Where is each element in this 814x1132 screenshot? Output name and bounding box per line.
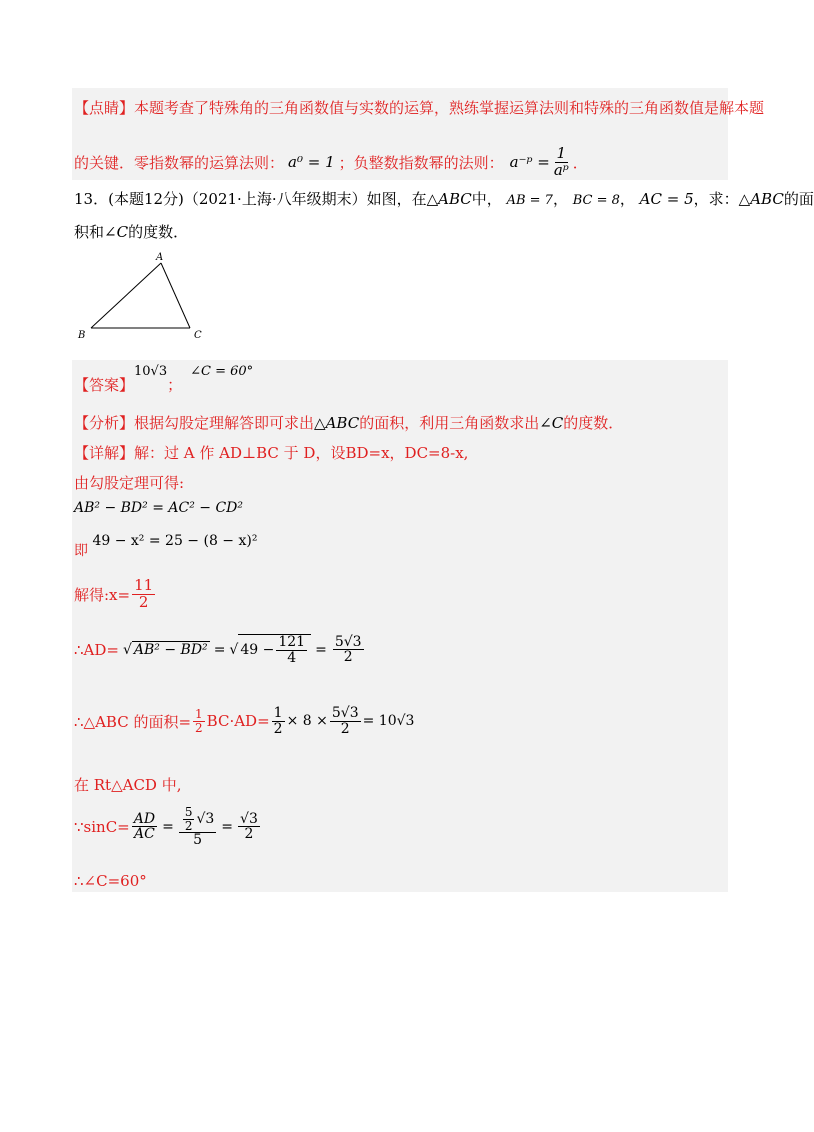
ad-result-den: 2 xyxy=(343,649,353,666)
detail-line xyxy=(74,442,468,463)
ad-sqrt2-fraction xyxy=(276,635,307,665)
answer-sep: ； xyxy=(167,376,183,394)
neg-power-den: aᵖ xyxy=(553,160,569,179)
sin-num-2 xyxy=(179,806,216,833)
ad-result-fraction xyxy=(333,635,364,665)
area-f-num: 5√3 xyxy=(331,705,359,721)
sin-prefix: ∵sinC= xyxy=(74,817,130,836)
sin-inner-sqrt: √3 xyxy=(196,810,215,827)
vertex-label-a: A xyxy=(156,252,164,263)
sin-inner-den: 2 xyxy=(184,818,193,833)
solve-den: 2 xyxy=(138,592,149,611)
side-ac-line xyxy=(161,263,190,328)
sin-result-num: √3 xyxy=(240,810,258,827)
analysis-text-b: 的面积，利用三角函数求出 xyxy=(359,414,540,432)
comment-line-1 xyxy=(74,97,764,118)
problem-angle-c: ∠C xyxy=(104,223,129,241)
pythag-intro: 由勾股定理可得: xyxy=(74,474,185,492)
ad-sqrt2-a: 49 − xyxy=(240,642,275,659)
equation-2: 49 − x² = 25 − (8 − x)² xyxy=(92,533,258,549)
zero-power-formula: a⁰ = 1 xyxy=(288,153,335,172)
equation-2-line xyxy=(74,530,258,559)
ad-eq: = xyxy=(213,641,226,658)
analysis-angle: ∠C xyxy=(539,414,564,432)
area-prefix: ∴△ABC 的面积= xyxy=(74,712,192,731)
sin-eq: = xyxy=(162,818,174,835)
comment-text-2b: ；负整数指数幂的法则： xyxy=(338,153,504,172)
area-half2-den: 2 xyxy=(273,720,283,737)
sin-fraction-2 xyxy=(179,806,216,848)
neg-power-fraction xyxy=(552,146,571,179)
comment-text-2a: 的关键．零指数幂的运算法则： xyxy=(74,153,285,172)
ad-eq-2: = xyxy=(315,641,327,658)
problem-line2-a: 积和 xyxy=(74,223,105,241)
ad-sqrt-2 xyxy=(238,634,311,665)
problem-in: 中， xyxy=(471,190,502,208)
area-f-den: 2 xyxy=(340,720,350,737)
analysis-tag: 【分析】 xyxy=(74,414,135,432)
solve-prefix: 解得:x= xyxy=(74,585,131,604)
triangle-figure xyxy=(70,250,220,350)
comment-line-2 xyxy=(74,146,588,179)
sin-den-2: 5 xyxy=(193,832,203,849)
problem-ask-triangle: △ABC xyxy=(738,190,784,208)
problem-triangle: △ABC xyxy=(426,190,472,208)
analysis-triangle: △ABC xyxy=(314,414,360,432)
ad-prefix: ∴AD= xyxy=(74,640,119,659)
area-half2-fraction xyxy=(272,706,285,736)
answer-angle: ∠C = 60° xyxy=(190,364,254,379)
area-times: × 8 × xyxy=(286,713,328,730)
ad-line: ∴AD= √ AB² − BD² = √ 49 − $\frac{121}{4}$ = $\frac{5√3}{2}$ xyxy=(74,633,362,666)
ad-sqrt-1: AB² − BD² xyxy=(133,642,208,659)
side-ac: AC = 5 xyxy=(639,190,694,208)
detail-text: 解：过 A 作 AD⊥BC 于 D，设BD=x，DC=8-x, xyxy=(134,444,469,462)
sin-inner-fraction xyxy=(183,806,195,832)
analysis-text-a: 根据勾股定理解答即可求出 xyxy=(134,414,315,432)
problem-line-1: 13．(本题12分)（2021·上海·八年级期末）如图，在△ABC中， AB = 7， BC = 8， AC = 5，求：△ABC的面 xyxy=(74,190,814,208)
solve-line xyxy=(74,578,157,611)
vertex-label-b: B xyxy=(78,330,86,341)
solve-fraction xyxy=(132,578,155,611)
comment-tag: 【点睛】 xyxy=(74,99,135,117)
side-ba-line xyxy=(91,263,161,328)
equation-2-prefix: 即 xyxy=(74,543,88,559)
area-half2-num: 1 xyxy=(273,705,283,721)
problem-meta: (本题12分)（2021·上海·八年级期末）如图，在 xyxy=(108,190,427,208)
solve-num: 11 xyxy=(134,576,154,594)
comment-text-1: 本题考查了特殊角的三角函数值与实数的运算，熟练掌握运算法则和特殊的三角函数值是解本题 xyxy=(134,99,765,117)
sin-den-1: AC xyxy=(134,826,155,843)
area-mid: BC·AD= xyxy=(206,712,270,731)
area-result: = 10√3 xyxy=(362,713,415,730)
sin-eq-2: = xyxy=(221,818,234,835)
rt-line: 在 Rt△ACD 中, xyxy=(74,776,182,794)
problem-ask-tail: 的面 xyxy=(783,190,814,208)
sin-inner-num: 5 xyxy=(184,805,193,819)
side-bc: BC = 8 xyxy=(572,193,620,208)
ad-sqrt2-num: 121 xyxy=(278,634,306,650)
sin-num-1: AD xyxy=(133,810,156,827)
ad-result-num: 5√3 xyxy=(334,633,362,650)
side-ab: AB = 7 xyxy=(506,193,553,208)
sin-result-fraction xyxy=(238,812,260,842)
ad-sqrt2-den: 4 xyxy=(287,649,297,666)
answer-line xyxy=(74,364,253,395)
analysis-text-c: 的度数． xyxy=(563,414,624,432)
conclusion: ∴∠C=60° xyxy=(74,872,147,890)
sin-line xyxy=(74,806,262,848)
vertex-label-c: C xyxy=(194,330,202,341)
sin-fraction-1 xyxy=(132,812,157,842)
area-half-num: 1 xyxy=(195,707,203,722)
equation-1: AB² − BD² = AC² − CD² xyxy=(74,500,244,516)
analysis-line xyxy=(74,412,623,433)
problem-number: 13． xyxy=(74,190,109,208)
problem-ask: ，求： xyxy=(693,190,739,208)
problem-line2-b: 的度数． xyxy=(128,223,189,241)
area-half-den: 2 xyxy=(195,720,203,735)
area-line xyxy=(74,706,414,736)
sin-result-den: 2 xyxy=(244,826,254,843)
area-half-fraction xyxy=(193,708,205,734)
detail-tag: 【详解】 xyxy=(74,444,135,462)
problem-line-2 xyxy=(74,221,188,242)
neg-power-lhs: a⁻ᵖ = xyxy=(509,153,550,172)
answer-area: 10√3 xyxy=(134,364,168,379)
comment-end: ． xyxy=(572,153,588,172)
area-f-fraction xyxy=(330,706,361,736)
answer-tag: 【答案】 xyxy=(74,376,135,394)
neg-power-num: 1 xyxy=(556,144,567,162)
